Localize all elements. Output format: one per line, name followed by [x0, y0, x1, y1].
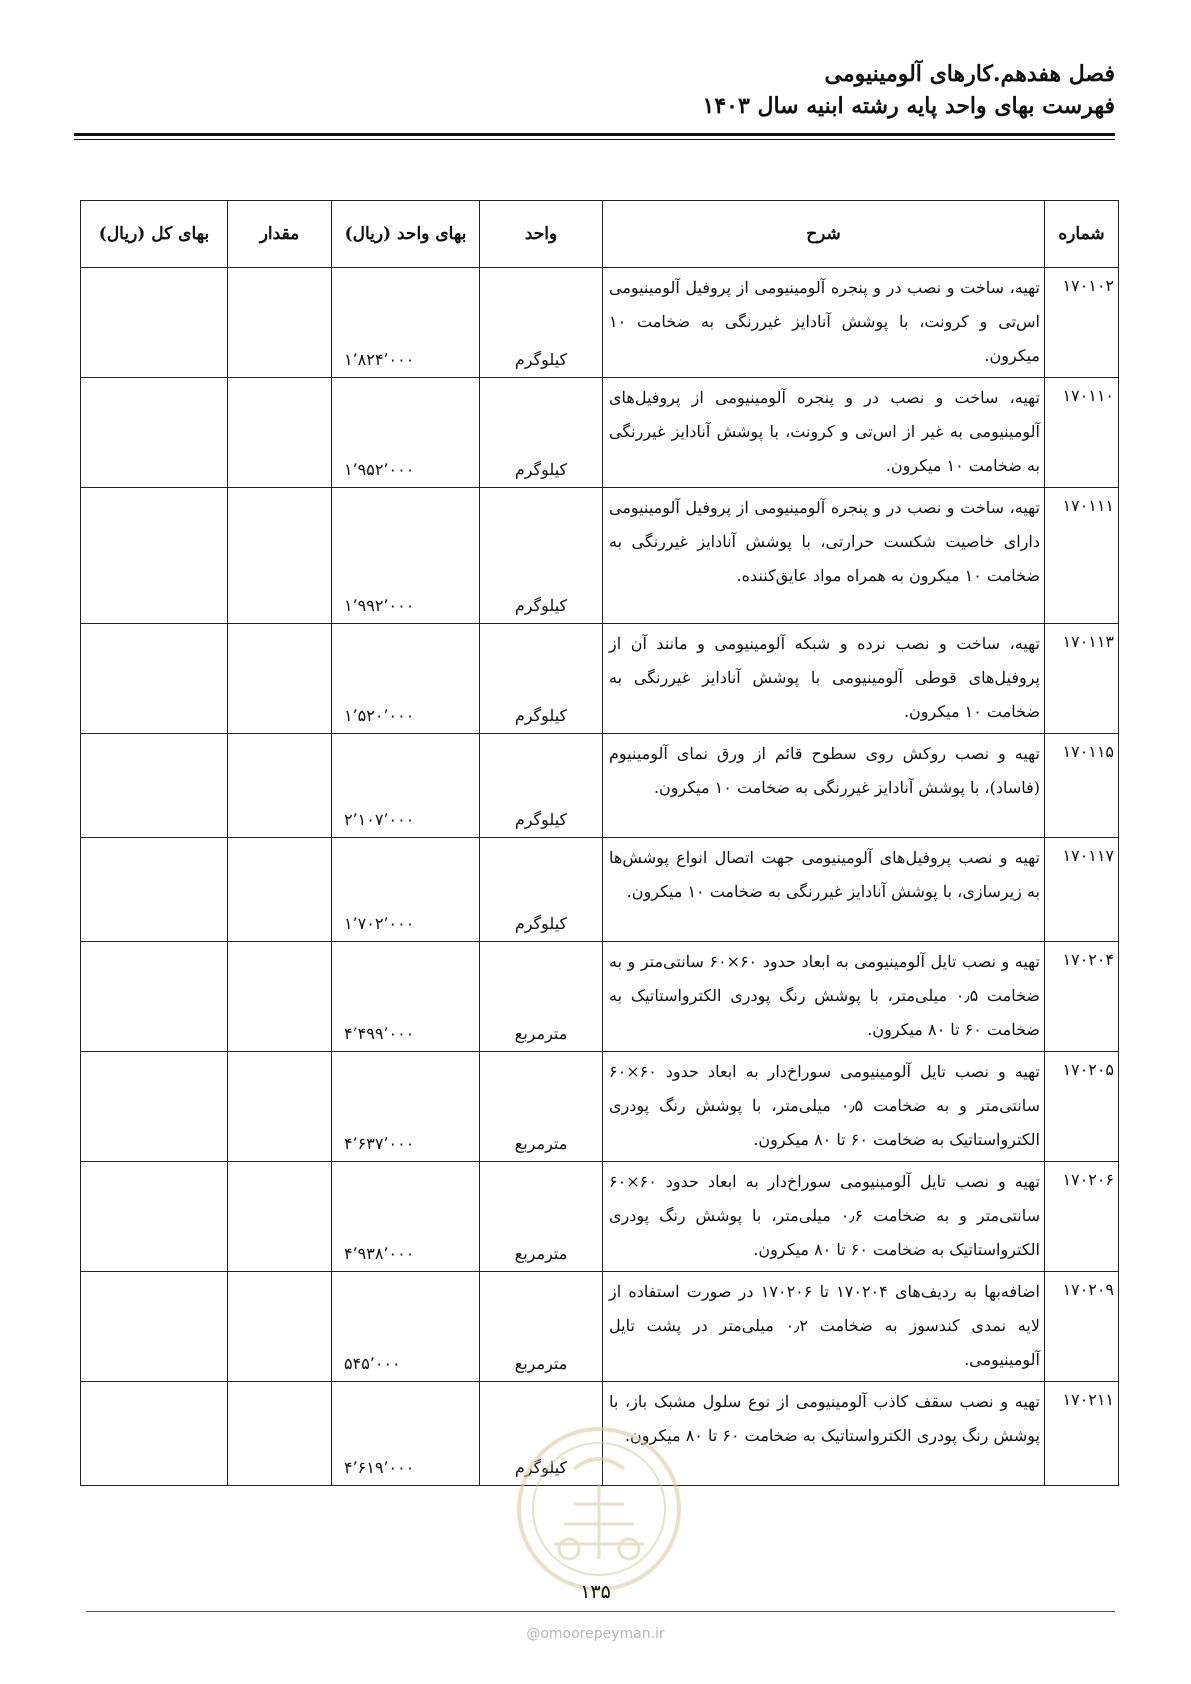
item-unit: کیلوگرم — [480, 734, 603, 838]
item-quantity — [228, 1162, 332, 1272]
header-quantity: مقدار — [228, 201, 332, 268]
item-quantity — [228, 1272, 332, 1382]
table-row — [81, 378, 1119, 488]
item-code: ۱۷۰۲۰۵ — [1045, 1052, 1119, 1162]
item-total-price — [81, 1382, 228, 1486]
item-description: تهیه و نصب سقف کاذب آلومینیومی از نوع سلول مشبک باز، با پوشش رنگ پودری الکترواستاتیک به ضخامت ۶۰ تا ۸۰ میکرون. — [603, 1382, 1045, 1486]
item-unit-price: ۱٬۹۹۲٬۰۰۰ — [332, 488, 480, 624]
item-description: تهیه و نصب پروفیل‌های آلومینیومی جهت اتصال انواع پوشش‌ها به زیرسازی، با پوشش آنادایز غیررنگی به ضخامت ۱۰ میکرون. — [603, 838, 1045, 942]
item-unit: مترمربع — [480, 1052, 603, 1162]
item-quantity — [228, 1052, 332, 1162]
item-unit-price: ۵۴۵٬۰۰۰ — [332, 1272, 480, 1382]
header-unit-price: بهای واحد (ریال) — [332, 201, 480, 268]
table-row — [81, 942, 1119, 1052]
table-header-row — [81, 201, 1119, 268]
item-unit-price: ۴٬۴۹۹٬۰۰۰ — [332, 942, 480, 1052]
item-description: تهیه، ساخت و نصب در و پنجره آلومینیومی از پروفیل آلومینیومی اس‌تی و کرونت، با پوشش آنادایز غیررنگی به ضخامت ۱۰ میکرون. — [603, 268, 1045, 378]
item-unit: مترمربع — [480, 1162, 603, 1272]
header-unit: واحد — [480, 201, 603, 268]
chapter-title: فصل هفدهم.کارهای آلومینیومی — [824, 61, 1115, 87]
table-row — [81, 1162, 1119, 1272]
emblem-watermark-icon — [514, 1424, 684, 1594]
item-unit: کیلوگرم — [480, 488, 603, 624]
table-row — [81, 268, 1119, 378]
item-description: تهیه و نصب تایل آلومینیومی سوراخ‌دار به ابعاد حدود ۶۰×۶۰ سانتی‌متر و به ضخامت ۰٫۵ میلی‌متر، با پوشش رنگ پودری الکترواستاتیک به ضخامت ۶۰ تا ۸۰ میکرون. — [603, 1052, 1045, 1162]
table-row — [81, 1272, 1119, 1382]
item-code: ۱۷۰۲۰۹ — [1045, 1272, 1119, 1382]
item-code: ۱۷۰۲۱۱ — [1045, 1382, 1119, 1486]
item-code: ۱۷۰۲۰۴ — [1045, 942, 1119, 1052]
item-quantity — [228, 378, 332, 488]
item-unit: کیلوگرم — [480, 268, 603, 378]
item-quantity — [228, 734, 332, 838]
item-quantity — [228, 488, 332, 624]
item-quantity — [228, 838, 332, 942]
item-description: تهیه، ساخت و نصب در و پنجره آلومینیومی از پروفیل آلومینیومی دارای خاصیت شکست حرارتی، با پوشش آنادایز غیررنگی به ضخامت ۱۰ میکرون به همراه مواد عایق‌کننده. — [603, 488, 1045, 624]
item-quantity — [228, 624, 332, 734]
item-code: ۱۷۰۱۰۲ — [1045, 268, 1119, 378]
header-rule-thin — [74, 139, 1115, 140]
item-quantity — [228, 268, 332, 378]
item-code: ۱۷۰۱۱۷ — [1045, 838, 1119, 942]
website-watermark: @omoorepeyman.ir — [526, 1626, 665, 1642]
price-table — [80, 200, 1119, 1486]
item-unit-price: ۱٬۸۲۴٬۰۰۰ — [332, 268, 480, 378]
item-unit: کیلوگرم — [480, 378, 603, 488]
item-unit-price: ۱٬۵۲۰٬۰۰۰ — [332, 624, 480, 734]
item-quantity — [228, 1382, 332, 1486]
item-total-price — [81, 268, 228, 378]
item-description: تهیه و نصب تایل آلومینیومی به ابعاد حدود ۶۰×۶۰ سانتی‌متر و به ضخامت ۰٫۵ میلی‌متر، با پوشش رنگ پودری الکترواستاتیک به ضخامت ۶۰ تا ۸۰ میکرون. — [603, 942, 1045, 1052]
header-code: شماره — [1045, 201, 1119, 268]
table-row — [81, 838, 1119, 942]
item-code: ۱۷۰۱۱۵ — [1045, 734, 1119, 838]
page-header — [703, 58, 1115, 122]
item-quantity — [228, 942, 332, 1052]
item-code: ۱۷۰۱۱۳ — [1045, 624, 1119, 734]
item-unit: مترمربع — [480, 1272, 603, 1382]
header-description: شرح — [603, 201, 1045, 268]
item-unit-price: ۱٬۹۵۲٬۰۰۰ — [332, 378, 480, 488]
item-unit-price: ۲٬۱۰۷٬۰۰۰ — [332, 734, 480, 838]
item-total-price — [81, 1272, 228, 1382]
table-row — [81, 734, 1119, 838]
header-total-price: بهای کل (ریال) — [81, 201, 228, 268]
footer-rule — [86, 1611, 1115, 1612]
item-total-price — [81, 1052, 228, 1162]
item-unit: کیلوگرم — [480, 838, 603, 942]
item-total-price — [81, 942, 228, 1052]
table-row — [81, 624, 1119, 734]
table-row — [81, 488, 1119, 624]
table-row — [81, 1052, 1119, 1162]
item-unit-price: ۴٬۶۱۹٬۰۰۰ — [332, 1382, 480, 1486]
item-code: ۱۷۰۱۱۱ — [1045, 488, 1119, 624]
item-total-price — [81, 1162, 228, 1272]
item-description: تهیه و نصب روکش روی سطوح قائم از ورق نمای آلومینیوم (فاساد)، با پوشش آنادایز غیررنگی به ضخامت ۱۰ میکرون. — [603, 734, 1045, 838]
item-description: تهیه، ساخت و نصب در و پنجره آلومینیومی از پروفیل‌های آلومینیومی به غیر از اس‌تی و کرونت، با پوشش آنادایز غیررنگی به ضخامت ۱۰ میکرون. — [603, 378, 1045, 488]
item-description: تهیه و نصب تایل آلومینیومی سوراخ‌دار به ابعاد حدود ۶۰×۶۰ سانتی‌متر و به ضخامت ۰٫۶ میلی‌متر، با پوشش رنگ پودری الکترواستاتیک به ضخامت ۶۰ تا ۸۰ میکرون. — [603, 1162, 1045, 1272]
item-unit: کیلوگرم — [480, 624, 603, 734]
item-total-price — [81, 378, 228, 488]
item-total-price — [81, 838, 228, 942]
document-subtitle: فهرست بهای واحد پایه رشته ابنیه سال ۱۴۰۳ — [702, 93, 1115, 119]
item-unit-price: ۱٬۷۰۲٬۰۰۰ — [332, 838, 480, 942]
item-total-price — [81, 488, 228, 624]
item-unit: کیلوگرم — [480, 1382, 603, 1486]
item-description: اضافه‌بها به ردیف‌های ۱۷۰۲۰۴ تا ۱۷۰۲۰۶ در صورت استفاده از لایه نمدی کندسوز به ضخامت ۰٫۲ میلی‌متر در پشت تایل آلومینیومی. — [603, 1272, 1045, 1382]
item-total-price — [81, 624, 228, 734]
item-description: تهیه، ساخت و نصب نرده و شبکه آلومینیومی و مانند آن از پروفیل‌های قوطی آلومینیومی با پوشش آنادایز غیررنگی به ضخامت ۱۰ میکرون. — [603, 624, 1045, 734]
page-number: ۱۳۵ — [580, 1581, 611, 1603]
item-code: ۱۷۰۱۱۰ — [1045, 378, 1119, 488]
item-unit-price: ۴٬۹۳۸٬۰۰۰ — [332, 1162, 480, 1272]
item-code: ۱۷۰۲۰۶ — [1045, 1162, 1119, 1272]
item-total-price — [81, 734, 228, 838]
header-rule-thick — [74, 133, 1115, 136]
item-unit: مترمربع — [480, 942, 603, 1052]
item-unit-price: ۴٬۶۳۷٬۰۰۰ — [332, 1052, 480, 1162]
